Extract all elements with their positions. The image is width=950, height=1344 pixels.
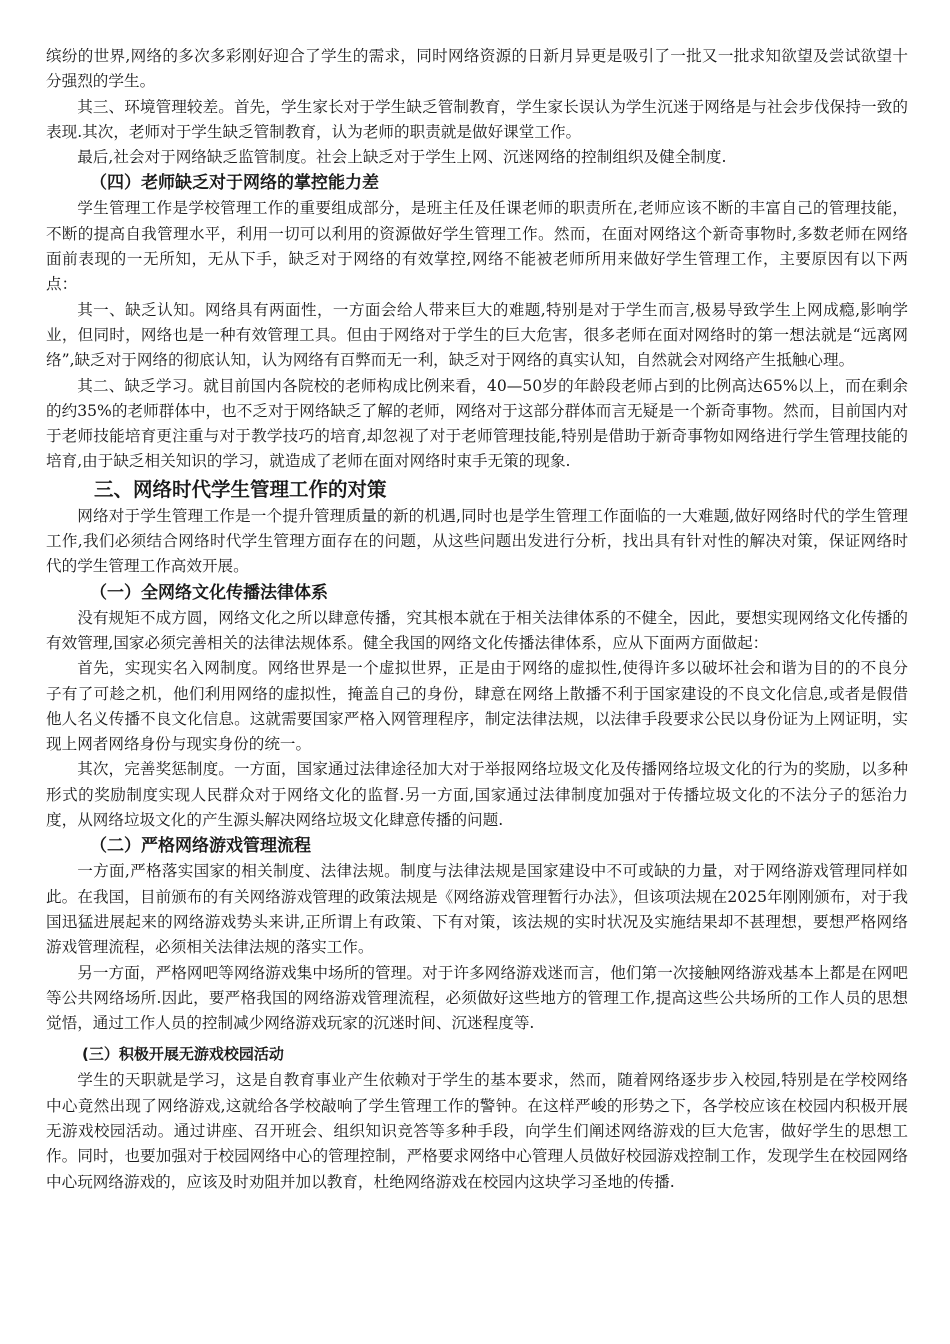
paragraph: 另一方面，严格网吧等网络游戏集中场所的管理。对于许多网络游戏迷而言，他们第一次接触网络游戏基本上都是在网吧等公共网络场所.因此，要严格我国的网络游戏管理流程，必须做好这些地方的管理工作,提高这些公共场所的工作人员的思想觉悟，通过工作人员的控制减少网络游戏玩家的沉迷时间、沉迷程度等. — [46, 963, 908, 1033]
paragraph: 最后,社会对于网络缺乏监管制度。社会上缺乏对于学生上网、沉迷网络的控制组织及健全制度. — [77, 148, 727, 167]
subsection-heading: （一）全网络文化传播法律体系 — [90, 582, 328, 603]
paragraph: 缤纷的世界,网络的多次多彩刚好迎合了学生的需求，同时网络资源的日新月异更是吸引了一批又一批求知欲望及尝试欲望十分强烈的学生。 — [46, 47, 908, 91]
section-heading: 三、网络时代学生管理工作的对策 — [94, 477, 387, 501]
paragraph: 网络对于学生管理工作是一个提升管理质量的新的机遇,同时也是学生管理工作面临的一大难题,做好网络时代的学生管理工作,我们必须结合网络时代学生管理方面存在的问题，从这些问题出发进行分析，找出具有针对性的解决对策，保证网络时代的学生管理工作高效开展。 — [46, 506, 908, 576]
subsection-heading: (三）积极开展无游戏校园活动 — [82, 1045, 284, 1064]
paragraph: 其二、缺乏学习。就目前国内各院校的老师构成比例来看，40—50岁的年龄段老师占到的比例高达65%以上，而在剩余的约35%的老师群体中，也不乏对于网络缺乏了解的老师，网络对于这部分群体而言无疑是一个新奇事物。然而，目前国内对于老师技能培育更注重与对于教学技巧的培育,却忽视了对于老师管理技能,特别是借助于新奇事物如网络进行学生管理技能的培育,由于缺乏相关知识的学习，就造成了老师在面对网络时束手无策的现象. — [46, 376, 908, 471]
paragraph: 首先，实现实名入网制度。网络世界是一个虚拟世界，正是由于网络的虚拟性,使得许多以破坏社会和谐为目的的不良分子有了可趁之机，他们利用网络的虚拟性，掩盖自己的身份，肆意在网络上散播不利于国家建设的不良文化信息,或者是假借他人名义传播不良文化信息。这就需要国家严格入网管理程序，制定法律法规，以法律手段要求公民以身份证为上网证明，实现上网者网络身份与现实身份的统一。 — [46, 659, 908, 754]
subsection-heading: （二）严格网络游戏管理流程 — [90, 836, 311, 857]
paragraph: 其一、缺乏认知。网络具有两面性，一方面会给人带来巨大的难题,特别是对于学生而言,极易导致学生上网成瘾,影响学业，但同时，网络也是一种有效管理工具。但由于网络对于学生的巨大危害，很多老师在面对网络时的第一想法就是“远离网络”,缺乏对于网络的彻底认知，认为网络有百弊而无一利，缺乏对于网络的真实认知，自然就会对网络产生抵触心理。 — [46, 300, 908, 370]
document-page — [46, 44, 908, 1195]
subsection-heading: （四）老师缺乏对于网络的掌控能力差 — [90, 173, 379, 194]
paragraph: 其三、环境管理较差。首先，学生家长对于学生缺乏管制教育，学生家长误认为学生沉迷于网络是与社会步伐保持一致的表现.其次，老师对于学生缺乏管制教育，认为老师的职责就是做好课堂工作。 — [46, 97, 908, 141]
paragraph: 学生管理工作是学校管理工作的重要组成部分，是班主任及任课老师的职责所在,老师应该不断的丰富自己的管理技能，不断的提高自我管理水平，利用一切可以利用的资源做好学生管理工作。然而，在面对网络这个新奇事物时,多数老师在网络面前表现的一无所知，无从下手，缺乏对于网络的有效掌控,网络不能被老师所用来做好学生管理工作，主要原因有以下两点： — [46, 199, 908, 294]
paragraph: 没有规矩不成方圆，网络文化之所以肆意传播，究其根本就在于相关法律体系的不健全，因此，要想实现网络文化传播的有效管理,国家必须完善相关的法律法规体系。健全我国的网络文化传播法律体系，应从下面两方面做起： — [46, 608, 908, 652]
paragraph: 一方面,严格落实国家的相关制度、法律法规。制度与法律法规是国家建设中不可或缺的力量，对于网络游戏管理同样如此。在我国，目前颁布的有关网络游戏管理的政策法规是《网络游戏管理暂行办法》，但该项法规在2025年刚刚颁布，对于我国迅猛进展起来的网络游戏势头来讲,正所谓上有政策、下有对策，该法规的实时状况及实施结果却不甚理想，要想严格网络游戏管理流程，必须相关法律法规的落实工作。 — [46, 862, 908, 957]
paragraph: 其次，完善奖惩制度。一方面，国家通过法律途径加大对于举报网络垃圾文化及传播网络垃圾文化的行为的奖励，以多种形式的奖励制度实现人民群众对于网络文化的监督.另一方面,国家通过法律制度加强对于传播垃圾文化的不法分子的惩治力度，从网络垃圾文化的产生源头解决网络垃圾文化肆意传播的问题. — [46, 760, 908, 830]
paragraph: 学生的天职就是学习，这是自教育事业产生依赖对于学生的基本要求，然而，随着网络逐步步入校园,特别是在学校网络中心竟然出现了网络游戏,这就给各学校敲响了学生管理工作的警钟。在这样严峻的形势之下，各学校应该在校园内积极开展无游戏校园活动。通过讲座、召开班会、组织知识竞答等多种手段，向学生们阐述网络游戏的巨大危害，做好学生的思想工作。同时，也要加强对于校园网络中心的管理控制，严格要求网络中心管理人员做好校园游戏控制工作，发现学生在校园网络中心玩网络游戏的，应该及时劝阻并加以教育，杜绝网络游戏在校园内这块学习圣地的传播. — [46, 1071, 908, 1191]
